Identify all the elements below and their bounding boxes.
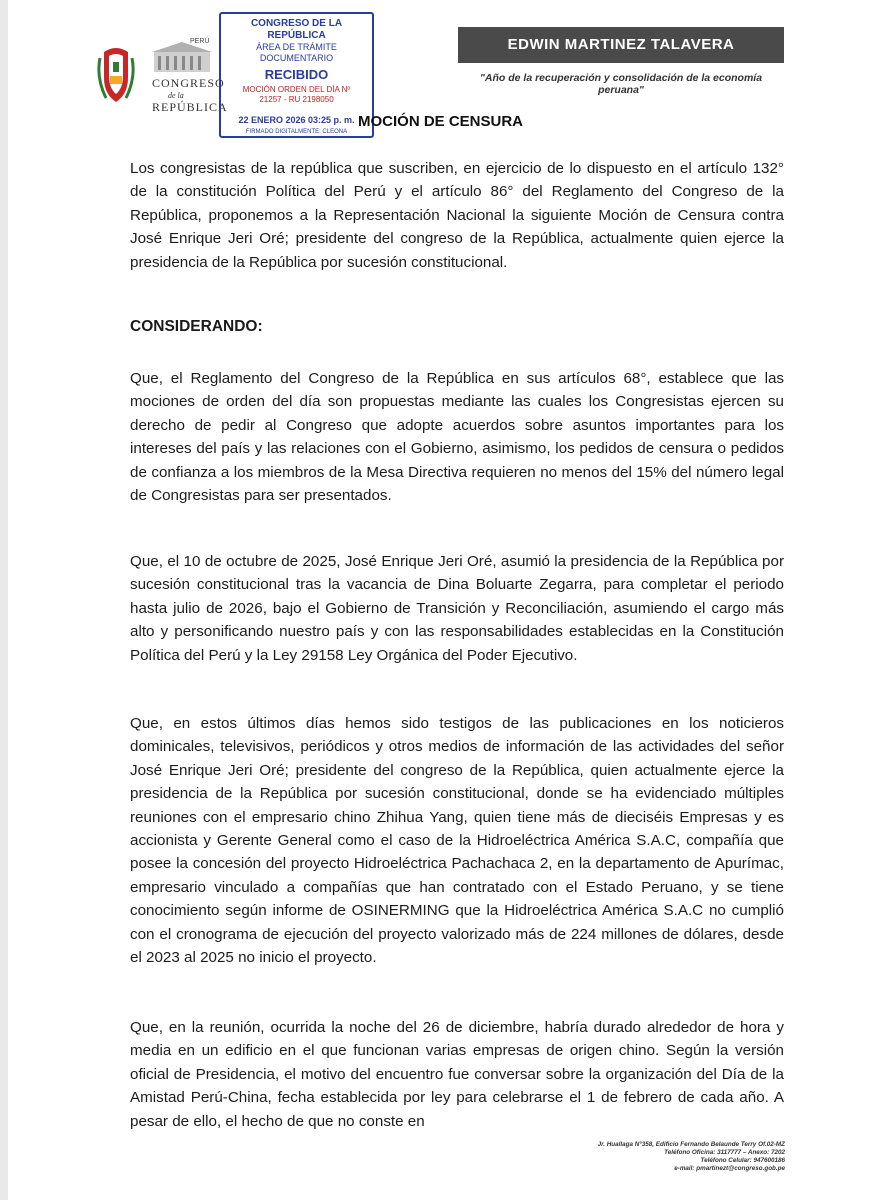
intro-paragraph: Los congresistas de la república que suscriben, en ejercicio de lo dispuesto en el artículo 132° de la constitución Política del Perú y el artículo 86° del Reglamento del Congreso de la República, proponemos a la Representación Nacional la siguiente Moción de Censura contra José Enrique Jeri Oré; presidente del congreso de la República, actualmente quien ejerce la presidencia de la República por sucesión constitucional. [130,160,784,271]
stamp-date: 22 ENERO 2026 03:25 p. m. [238,115,355,125]
logo-line-republica: REPÚBLICA [152,100,228,114]
stamp-order-label: MOCIÓN ORDEN DEL DÍA Nº [242,85,351,94]
paragraph-4: Que, en la reunión, ocurrida la noche del 26 de diciembre, habría durado alrededor de hora y media en un edificio en el que funcionan varias empresas de origen chino. Según la versión oficial de Presidencia, el motivo del encuentro fue conversar sobre la organización del Día de la Amistad Perú-China, fecha establecida por ley para celebrarse el 1 de febrero de cada año. A pesar de ello, el hecho de que no conste en [130,1019,784,1130]
congressman-name-bar: EDWIN MARTINEZ TALAVERA [458,27,784,63]
logo-peru-text: PERÚ [190,38,210,45]
logo-wordmark [152,76,228,115]
stamp-order-number: 21257 - RU 2198050 [259,95,334,104]
document-title: MOCIÓN DE CENSURA [358,113,524,130]
footer-office-phone: Teléfono Oficina: 3117777 – Anexo: 7202 [664,1149,785,1156]
footer-email: e-mail: pmartinezt@congreso.gob.pe [674,1165,785,1172]
page-edge-shadow [0,0,8,1200]
paragraph-3: Que, en estos últimos días hemos sido testigos de las publicaciones en los noticieros dominicales, televisivos, periódicos y otros medios de información de las actividades del señor José Enrique Jeri Oré; presidente del congreso de la República, quien actualmente ejerce la presidencia de la República por sucesión constitucional, donde se ha evidenciado múltiples reuniones con el empresario chino Zhihua Yang, quien tiene más de dieciséis Empresas y es accionista y Gerente General como el caso de la Hidroeléctrica América S.A.C, compañía que posee la concesión del proyecto Hidroeléctrica Pachachaca 2, en la departamento de Apurímac, empresario vinculado a compañías que han contratado con el Estado Peruano, y se tiene conocimiento según informe de OSINERMING que la Hidroeléctrica América S.A.C no cumplió con el cronograma de ejecución del proyecto valorizado más de 224 millones de dólares, desde el 2023 al 2025 no inicio el proyecto. [130,715,784,967]
considerando-heading: CONSIDERANDO: [130,318,263,335]
stamp-institution: CONGRESO DE LA REPÚBLICA [250,18,343,41]
reception-stamp [219,12,374,138]
year-slogan: "Año de la recuperación y consolidación de la economía peruana" [479,72,763,96]
logo-line-congreso: CONGRESO [152,76,225,90]
stamp-area: ÁREA DE TRÁMITE DOCUMENTARIO [256,42,337,63]
contact-footer [598,1141,785,1173]
paragraph-2: Que, el 10 de octubre de 2025, José Enrique Jeri Oré, asumió la presidencia de la República por sucesión constitucional tras la vacancia de Dina Boluarte Zegarra, para completar el periodo hasta julio de 2026, bajo el Gobierno de Transición y Reconciliación, asumiendo el cargo más alto y personificando nuestro país y con las responsabilidades establecidas en la Constitución Política del Perú y la Ley 29158 Ley Orgánica del Poder Ejecutivo. [130,553,784,664]
logo-line-de-la: de la [168,91,184,100]
paragraph-1: Que, el Reglamento del Congreso de la República en sus artículos 68°, establece que las mociones de orden del día son propuestas mediante las cuales los Congresistas ejercen su derecho de pedir al Congreso que adopte acuerdos sobre asuntos importantes para los intereses del país y las relaciones con el Gobierno, asimismo, los pedidos de censura o pedidos de confianza a los miembros de la Mesa Directiva requieren no menos del 15% del número legal de Congresistas para ser presentados. [130,370,784,505]
footer-mobile-phone: Teléfono Celular: 947600186 [700,1157,785,1164]
stamp-signature: FIRMADO DIGITALMENTE: CLEONA [245,129,348,135]
footer-address: Jr. Huallaga N°358, Edificio Fernando Belaunde Terry Of.02-MZ [597,1141,785,1148]
stamp-status: RECIBIDO [264,67,329,82]
